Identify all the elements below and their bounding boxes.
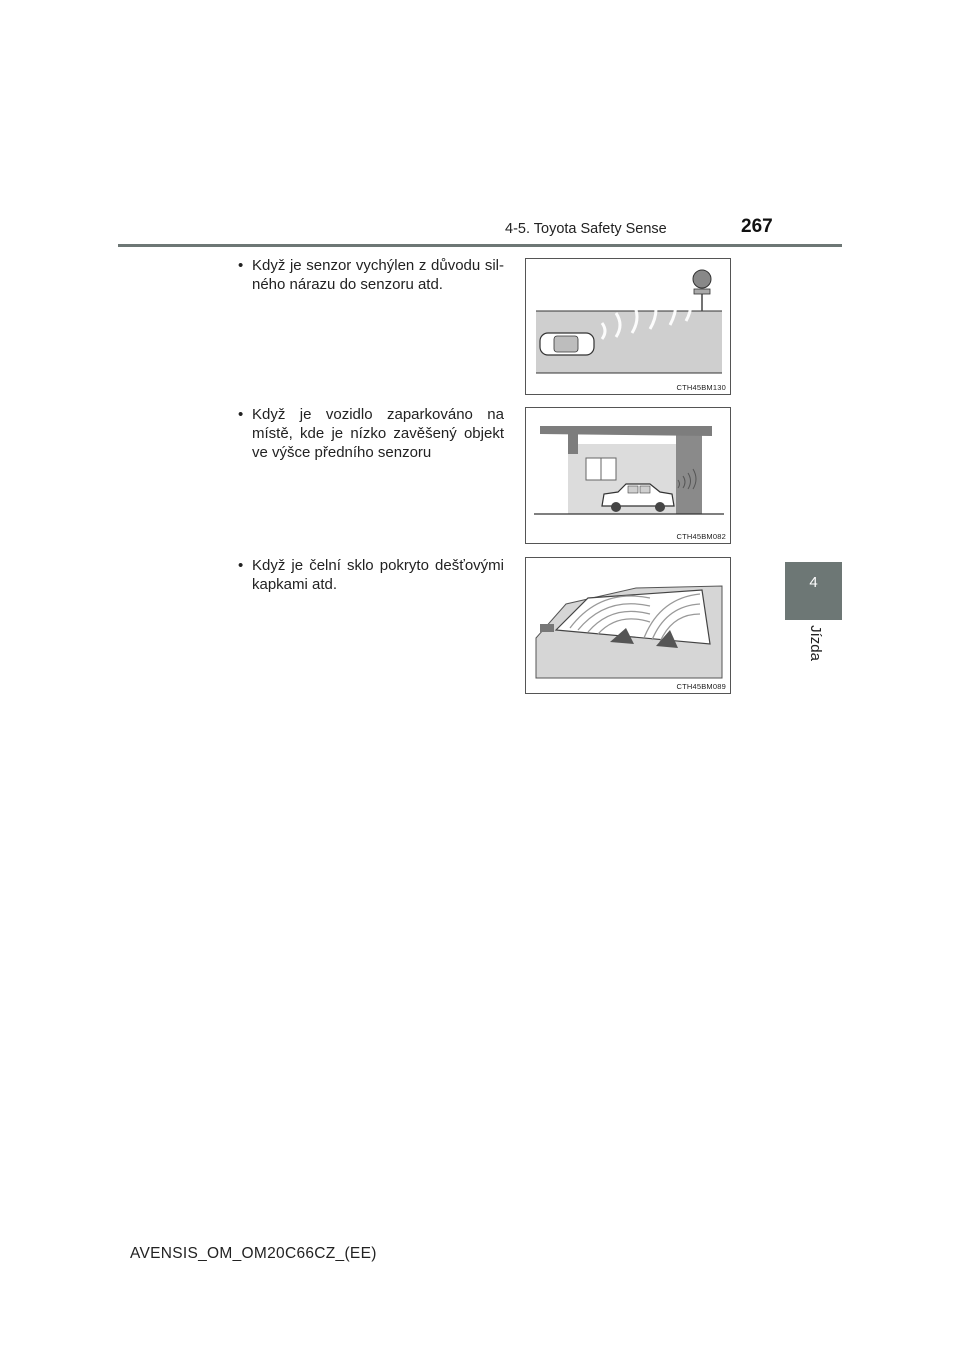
figure-code: CTH45BM089 — [676, 682, 726, 691]
figure-rain-windshield — [525, 557, 731, 694]
section-title: 4-5. Toyota Safety Sense — [505, 221, 667, 237]
page-number: 267 — [741, 216, 773, 237]
chapter-number: 4 — [809, 574, 818, 591]
chapter-label: Jízda — [807, 625, 824, 661]
sensor-deflected-illustration — [526, 259, 731, 395]
car-top-view-icon — [540, 333, 594, 355]
figure-code: CTH45BM130 — [676, 383, 726, 392]
document-code: AVENSIS_OM_OM20C66CZ_(EE) — [130, 1245, 377, 1262]
rain-windshield-illustration — [526, 558, 731, 694]
bullet-marker: • — [238, 557, 244, 574]
list-item-text: Když je senzor vychýlen z důvodu sil-ného nárazu do senzoru atd. — [252, 257, 504, 293]
overhang-roof — [540, 426, 712, 436]
list-item-text: Když je čelní sklo pokryto dešťovými kapkami atd. — [252, 557, 504, 593]
side-mirror — [540, 624, 554, 632]
list-item — [238, 556, 504, 594]
header-divider — [118, 244, 842, 247]
list-item — [238, 256, 504, 294]
low-hanging-object-illustration — [526, 408, 731, 544]
bullet-marker: • — [238, 257, 244, 274]
list-item — [238, 405, 504, 462]
list-item-text: Když je vozidlo zaparkováno na místě, kde je nízko zavěšený objekt ve výšce předního senzoru — [252, 406, 504, 461]
figure-low-hanging-object — [525, 407, 731, 544]
building-pillar — [676, 428, 702, 514]
figure-code: CTH45BM082 — [676, 532, 726, 541]
figure-sensor-deflected — [525, 258, 731, 395]
road-sign-icon — [693, 270, 711, 288]
bullet-marker: • — [238, 406, 244, 423]
